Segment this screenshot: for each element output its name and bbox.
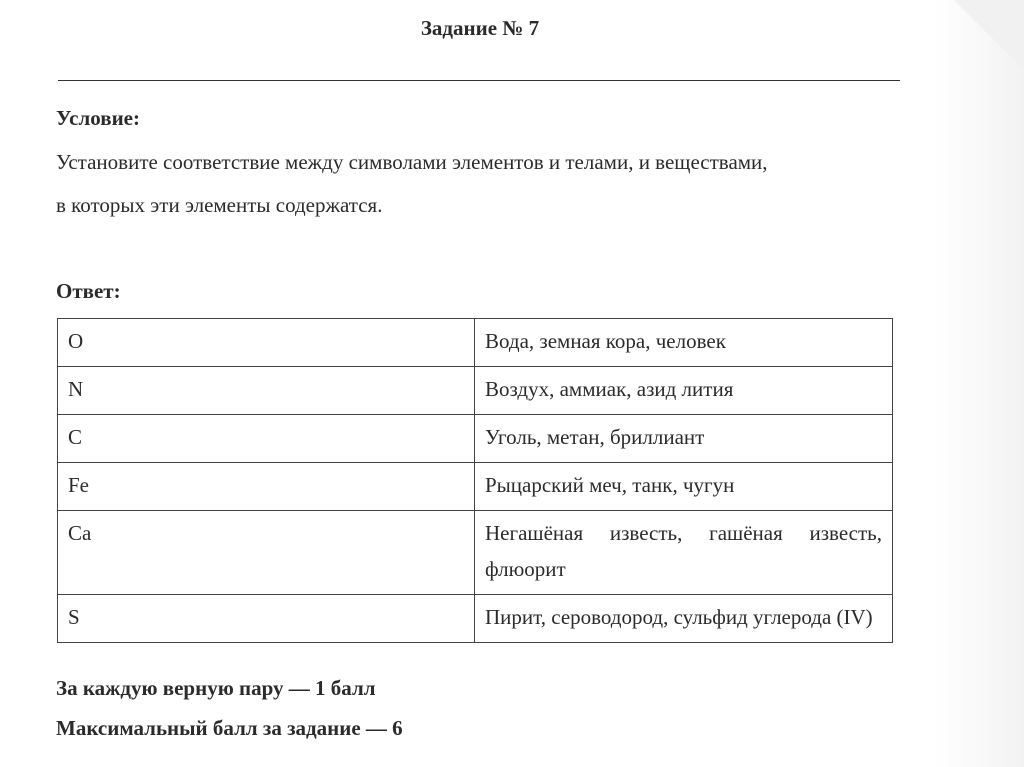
substance-cell: Пирит, сероводород, сульфид углерода (IV) xyxy=(475,595,893,643)
table-row xyxy=(58,319,893,367)
substance-cell: Вода, земная кора, человек xyxy=(475,319,893,367)
score-per-pair: За каждую верную пару — 1 балл xyxy=(56,676,376,700)
element-symbol-cell: C xyxy=(58,415,475,463)
answer-table xyxy=(57,318,893,643)
table-row xyxy=(58,367,893,415)
substance-cell: Уголь, метан, бриллиант xyxy=(475,415,893,463)
element-symbol-cell: N xyxy=(58,367,475,415)
condition-text-line: Установите соответствие между символами элементов и телами, и веществами, xyxy=(56,150,768,174)
condition-heading: Условие: xyxy=(56,106,140,130)
element-symbol-cell: S xyxy=(58,595,475,643)
page-corner-fold xyxy=(954,0,1024,70)
answer-heading: Ответ: xyxy=(56,279,121,303)
table-row xyxy=(58,511,893,595)
score-maximum: Максимальный балл за задание — 6 xyxy=(56,716,403,740)
element-symbol-cell: O xyxy=(58,319,475,367)
page-title: Задание № 7 xyxy=(420,16,540,40)
table-row xyxy=(58,463,893,511)
substance-cell: Воздух, аммиак, азид лития xyxy=(475,367,893,415)
element-symbol-cell: Ca xyxy=(58,511,475,595)
substance-cell: Рыцарский меч, танк, чугун xyxy=(475,463,893,511)
element-symbol-cell: Fe xyxy=(58,463,475,511)
title-divider xyxy=(58,80,900,81)
substance-cell: Негашёная известь, гашёная известь, флюорит xyxy=(475,511,893,595)
condition-text xyxy=(56,141,916,227)
page-edge-shadow xyxy=(934,0,1024,767)
table-row xyxy=(58,595,893,643)
table-row xyxy=(58,415,893,463)
condition-text-line: в которых эти элементы содержатся. xyxy=(56,193,383,217)
